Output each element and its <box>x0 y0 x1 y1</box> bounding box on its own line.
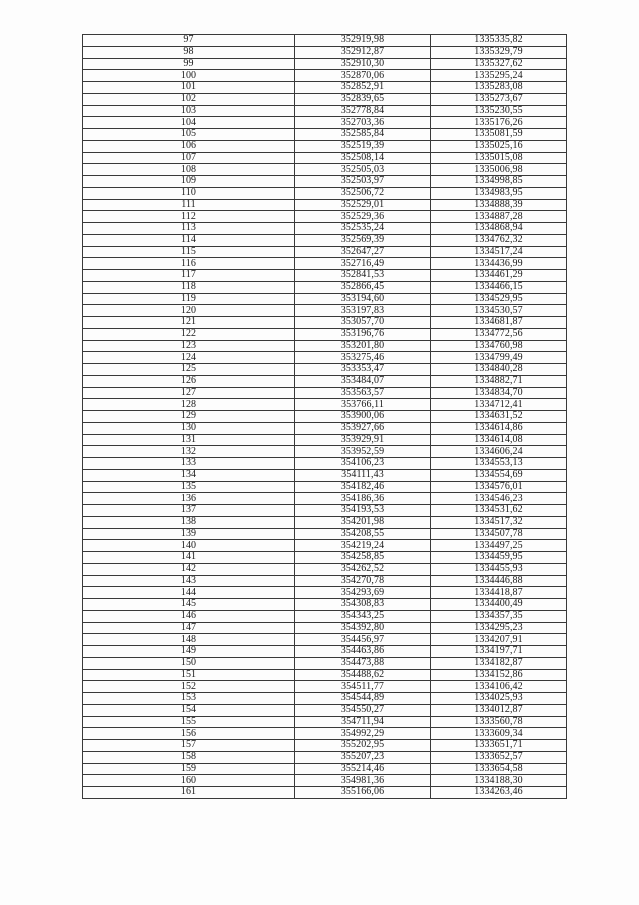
point-number-cell: 108 <box>83 164 295 176</box>
table-row <box>83 411 567 423</box>
y-coordinate-cell: 1334461,29 <box>431 270 567 282</box>
table-row <box>83 587 567 599</box>
x-coordinate-cell: 354392,80 <box>295 622 431 634</box>
x-coordinate-cell: 353900,06 <box>295 411 431 423</box>
x-coordinate-cell: 355207,23 <box>295 751 431 763</box>
table-row <box>83 681 567 693</box>
y-coordinate-cell: 1334887,28 <box>431 211 567 223</box>
table-row <box>83 199 567 211</box>
point-number-cell: 121 <box>83 317 295 329</box>
table-row <box>83 610 567 622</box>
y-coordinate-cell: 1334882,71 <box>431 375 567 387</box>
y-coordinate-cell: 1335176,26 <box>431 117 567 129</box>
point-number-cell: 150 <box>83 657 295 669</box>
point-number-cell: 131 <box>83 434 295 446</box>
table-row <box>83 540 567 552</box>
point-number-cell: 127 <box>83 387 295 399</box>
table-row <box>83 458 567 470</box>
point-number-cell: 112 <box>83 211 295 223</box>
point-number-cell: 141 <box>83 552 295 564</box>
table-row <box>83 281 567 293</box>
table-row <box>83 117 567 129</box>
y-coordinate-cell: 1334455,93 <box>431 563 567 575</box>
x-coordinate-cell: 353201,80 <box>295 340 431 352</box>
point-number-cell: 154 <box>83 704 295 716</box>
y-coordinate-cell: 1334681,87 <box>431 317 567 329</box>
x-coordinate-cell: 353927,66 <box>295 422 431 434</box>
x-coordinate-cell: 354219,24 <box>295 540 431 552</box>
point-number-cell: 98 <box>83 46 295 58</box>
y-coordinate-cell: 1334834,70 <box>431 387 567 399</box>
point-number-cell: 117 <box>83 270 295 282</box>
y-coordinate-cell: 1334762,32 <box>431 234 567 246</box>
table-row <box>83 328 567 340</box>
y-coordinate-cell: 1334182,87 <box>431 657 567 669</box>
table-row <box>83 176 567 188</box>
y-coordinate-cell: 1334152,86 <box>431 669 567 681</box>
x-coordinate-cell: 352870,06 <box>295 70 431 82</box>
table-row <box>83 669 567 681</box>
table-row <box>83 751 567 763</box>
point-number-cell: 125 <box>83 364 295 376</box>
table-row <box>83 364 567 376</box>
x-coordinate-cell: 352535,24 <box>295 223 431 235</box>
x-coordinate-cell: 354308,83 <box>295 599 431 611</box>
x-coordinate-cell: 352839,65 <box>295 93 431 105</box>
table-row <box>83 728 567 740</box>
table-row <box>83 775 567 787</box>
x-coordinate-cell: 354992,29 <box>295 728 431 740</box>
y-coordinate-cell: 1334507,78 <box>431 528 567 540</box>
x-coordinate-cell: 352519,39 <box>295 140 431 152</box>
table-row <box>83 375 567 387</box>
x-coordinate-cell: 354262,52 <box>295 563 431 575</box>
table-row <box>83 223 567 235</box>
x-coordinate-cell: 354186,36 <box>295 493 431 505</box>
point-number-cell: 139 <box>83 528 295 540</box>
x-coordinate-cell: 354711,94 <box>295 716 431 728</box>
point-number-cell: 134 <box>83 469 295 481</box>
table-row <box>83 740 567 752</box>
table-row <box>83 622 567 634</box>
table-row <box>83 93 567 105</box>
table-row <box>83 563 567 575</box>
y-coordinate-cell: 1334517,24 <box>431 246 567 258</box>
point-number-cell: 114 <box>83 234 295 246</box>
x-coordinate-cell: 354270,78 <box>295 575 431 587</box>
x-coordinate-cell: 354511,77 <box>295 681 431 693</box>
x-coordinate-cell: 352503,97 <box>295 176 431 188</box>
table-row <box>83 693 567 705</box>
point-number-cell: 147 <box>83 622 295 634</box>
x-coordinate-cell: 352866,45 <box>295 281 431 293</box>
y-coordinate-cell: 1334840,28 <box>431 364 567 376</box>
table-row <box>83 105 567 117</box>
x-coordinate-cell: 352919,98 <box>295 35 431 47</box>
x-coordinate-cell: 352505,03 <box>295 164 431 176</box>
table-row <box>83 305 567 317</box>
x-coordinate-cell: 354111,43 <box>295 469 431 481</box>
y-coordinate-cell: 1334888,39 <box>431 199 567 211</box>
point-number-cell: 138 <box>83 516 295 528</box>
table-row <box>83 270 567 282</box>
point-number-cell: 103 <box>83 105 295 117</box>
x-coordinate-cell: 354182,46 <box>295 481 431 493</box>
table-row <box>83 140 567 152</box>
table-row <box>83 352 567 364</box>
x-coordinate-cell: 352703,36 <box>295 117 431 129</box>
y-coordinate-cell: 1334576,01 <box>431 481 567 493</box>
y-coordinate-cell: 1333651,71 <box>431 740 567 752</box>
point-number-cell: 97 <box>83 35 295 47</box>
y-coordinate-cell: 1334357,35 <box>431 610 567 622</box>
x-coordinate-cell: 352569,39 <box>295 234 431 246</box>
table-row <box>83 516 567 528</box>
y-coordinate-cell: 1334025,93 <box>431 693 567 705</box>
point-number-cell: 115 <box>83 246 295 258</box>
point-number-cell: 99 <box>83 58 295 70</box>
x-coordinate-cell: 354473,88 <box>295 657 431 669</box>
x-coordinate-cell: 354488,62 <box>295 669 431 681</box>
table-row <box>83 399 567 411</box>
y-coordinate-cell: 1334517,32 <box>431 516 567 528</box>
table-row <box>83 58 567 70</box>
table-row <box>83 35 567 47</box>
point-number-cell: 122 <box>83 328 295 340</box>
x-coordinate-cell: 353057,70 <box>295 317 431 329</box>
x-coordinate-cell: 352716,49 <box>295 258 431 270</box>
x-coordinate-cell: 352910,30 <box>295 58 431 70</box>
table-row <box>83 493 567 505</box>
x-coordinate-cell: 353196,76 <box>295 328 431 340</box>
point-number-cell: 157 <box>83 740 295 752</box>
x-coordinate-cell: 354550,27 <box>295 704 431 716</box>
point-number-cell: 161 <box>83 787 295 799</box>
table-row <box>83 129 567 141</box>
y-coordinate-cell: 1334760,98 <box>431 340 567 352</box>
point-number-cell: 118 <box>83 281 295 293</box>
x-coordinate-cell: 354343,25 <box>295 610 431 622</box>
x-coordinate-cell: 353275,46 <box>295 352 431 364</box>
y-coordinate-cell: 1334631,52 <box>431 411 567 423</box>
table-row <box>83 634 567 646</box>
table-row <box>83 187 567 199</box>
y-coordinate-cell: 1334983,95 <box>431 187 567 199</box>
point-number-cell: 104 <box>83 117 295 129</box>
y-coordinate-cell: 1334106,42 <box>431 681 567 693</box>
x-coordinate-cell: 353484,07 <box>295 375 431 387</box>
point-number-cell: 100 <box>83 70 295 82</box>
point-number-cell: 102 <box>83 93 295 105</box>
point-number-cell: 159 <box>83 763 295 775</box>
y-coordinate-cell: 1334418,87 <box>431 587 567 599</box>
point-number-cell: 156 <box>83 728 295 740</box>
x-coordinate-cell: 353353,47 <box>295 364 431 376</box>
point-number-cell: 128 <box>83 399 295 411</box>
table-row <box>83 716 567 728</box>
table-row <box>83 704 567 716</box>
point-number-cell: 107 <box>83 152 295 164</box>
coordinates-table <box>82 34 567 799</box>
table-row <box>83 763 567 775</box>
point-number-cell: 155 <box>83 716 295 728</box>
x-coordinate-cell: 352506,72 <box>295 187 431 199</box>
y-coordinate-cell: 1334772,56 <box>431 328 567 340</box>
y-coordinate-cell: 1334263,46 <box>431 787 567 799</box>
y-coordinate-cell: 1333609,34 <box>431 728 567 740</box>
table-row <box>83 787 567 799</box>
y-coordinate-cell: 1334614,08 <box>431 434 567 446</box>
point-number-cell: 144 <box>83 587 295 599</box>
y-coordinate-cell: 1335230,55 <box>431 105 567 117</box>
y-coordinate-cell: 1334998,85 <box>431 176 567 188</box>
x-coordinate-cell: 353952,59 <box>295 446 431 458</box>
point-number-cell: 119 <box>83 293 295 305</box>
x-coordinate-cell: 354463,86 <box>295 646 431 658</box>
x-coordinate-cell: 352585,84 <box>295 129 431 141</box>
y-coordinate-cell: 1334400,49 <box>431 599 567 611</box>
point-number-cell: 136 <box>83 493 295 505</box>
x-coordinate-cell: 355202,95 <box>295 740 431 752</box>
table-row <box>83 258 567 270</box>
point-number-cell: 120 <box>83 305 295 317</box>
table-row <box>83 387 567 399</box>
point-number-cell: 146 <box>83 610 295 622</box>
point-number-cell: 160 <box>83 775 295 787</box>
y-coordinate-cell: 1333654,58 <box>431 763 567 775</box>
table-row <box>83 599 567 611</box>
table-row <box>83 434 567 446</box>
y-coordinate-cell: 1335327,62 <box>431 58 567 70</box>
x-coordinate-cell: 354193,53 <box>295 505 431 517</box>
y-coordinate-cell: 1334799,49 <box>431 352 567 364</box>
x-coordinate-cell: 354544,89 <box>295 693 431 705</box>
table-row <box>83 234 567 246</box>
point-number-cell: 110 <box>83 187 295 199</box>
y-coordinate-cell: 1333652,57 <box>431 751 567 763</box>
table-row <box>83 317 567 329</box>
y-coordinate-cell: 1335295,24 <box>431 70 567 82</box>
y-coordinate-cell: 1333560,78 <box>431 716 567 728</box>
point-number-cell: 130 <box>83 422 295 434</box>
y-coordinate-cell: 1334553,13 <box>431 458 567 470</box>
x-coordinate-cell: 355166,06 <box>295 787 431 799</box>
coordinates-table-body <box>83 35 567 799</box>
point-number-cell: 106 <box>83 140 295 152</box>
point-number-cell: 111 <box>83 199 295 211</box>
y-coordinate-cell: 1334295,23 <box>431 622 567 634</box>
table-row <box>83 505 567 517</box>
table-row <box>83 46 567 58</box>
y-coordinate-cell: 1335273,67 <box>431 93 567 105</box>
y-coordinate-cell: 1335015,08 <box>431 152 567 164</box>
x-coordinate-cell: 352912,87 <box>295 46 431 58</box>
point-number-cell: 132 <box>83 446 295 458</box>
x-coordinate-cell: 353194,60 <box>295 293 431 305</box>
point-number-cell: 105 <box>83 129 295 141</box>
point-number-cell: 113 <box>83 223 295 235</box>
table-row <box>83 82 567 94</box>
x-coordinate-cell: 354106,23 <box>295 458 431 470</box>
y-coordinate-cell: 1335081,59 <box>431 129 567 141</box>
x-coordinate-cell: 354208,55 <box>295 528 431 540</box>
y-coordinate-cell: 1334207,91 <box>431 634 567 646</box>
y-coordinate-cell: 1335025,16 <box>431 140 567 152</box>
point-number-cell: 142 <box>83 563 295 575</box>
x-coordinate-cell: 352647,27 <box>295 246 431 258</box>
y-coordinate-cell: 1335329,79 <box>431 46 567 58</box>
point-number-cell: 124 <box>83 352 295 364</box>
point-number-cell: 129 <box>83 411 295 423</box>
x-coordinate-cell: 354293,69 <box>295 587 431 599</box>
x-coordinate-cell: 353563,57 <box>295 387 431 399</box>
point-number-cell: 149 <box>83 646 295 658</box>
point-number-cell: 153 <box>83 693 295 705</box>
point-number-cell: 145 <box>83 599 295 611</box>
table-row <box>83 481 567 493</box>
point-number-cell: 143 <box>83 575 295 587</box>
point-number-cell: 137 <box>83 505 295 517</box>
y-coordinate-cell: 1335335,82 <box>431 35 567 47</box>
y-coordinate-cell: 1334531,62 <box>431 505 567 517</box>
x-coordinate-cell: 354456,97 <box>295 634 431 646</box>
x-coordinate-cell: 352529,36 <box>295 211 431 223</box>
y-coordinate-cell: 1334012,87 <box>431 704 567 716</box>
x-coordinate-cell: 354258,85 <box>295 552 431 564</box>
y-coordinate-cell: 1334546,23 <box>431 493 567 505</box>
table-row <box>83 293 567 305</box>
y-coordinate-cell: 1334436,99 <box>431 258 567 270</box>
x-coordinate-cell: 353197,83 <box>295 305 431 317</box>
point-number-cell: 148 <box>83 634 295 646</box>
y-coordinate-cell: 1334197,71 <box>431 646 567 658</box>
x-coordinate-cell: 354981,36 <box>295 775 431 787</box>
table-row <box>83 528 567 540</box>
x-coordinate-cell: 352778,84 <box>295 105 431 117</box>
table-row <box>83 657 567 669</box>
table-row <box>83 152 567 164</box>
y-coordinate-cell: 1334606,24 <box>431 446 567 458</box>
y-coordinate-cell: 1334459,95 <box>431 552 567 564</box>
point-number-cell: 133 <box>83 458 295 470</box>
point-number-cell: 123 <box>83 340 295 352</box>
table-row <box>83 164 567 176</box>
y-coordinate-cell: 1334868,94 <box>431 223 567 235</box>
table-row <box>83 469 567 481</box>
point-number-cell: 135 <box>83 481 295 493</box>
x-coordinate-cell: 352852,91 <box>295 82 431 94</box>
point-number-cell: 109 <box>83 176 295 188</box>
table-row <box>83 646 567 658</box>
y-coordinate-cell: 1334529,95 <box>431 293 567 305</box>
x-coordinate-cell: 354201,98 <box>295 516 431 528</box>
table-row <box>83 575 567 587</box>
point-number-cell: 152 <box>83 681 295 693</box>
point-number-cell: 116 <box>83 258 295 270</box>
y-coordinate-cell: 1334188,30 <box>431 775 567 787</box>
table-row <box>83 211 567 223</box>
table-row <box>83 422 567 434</box>
x-coordinate-cell: 352529,01 <box>295 199 431 211</box>
point-number-cell: 158 <box>83 751 295 763</box>
table-row <box>83 446 567 458</box>
x-coordinate-cell: 352841,53 <box>295 270 431 282</box>
x-coordinate-cell: 353929,91 <box>295 434 431 446</box>
point-number-cell: 101 <box>83 82 295 94</box>
y-coordinate-cell: 1334446,88 <box>431 575 567 587</box>
point-number-cell: 126 <box>83 375 295 387</box>
x-coordinate-cell: 352508,14 <box>295 152 431 164</box>
table-row <box>83 246 567 258</box>
table-row <box>83 340 567 352</box>
y-coordinate-cell: 1335283,08 <box>431 82 567 94</box>
table-row <box>83 70 567 82</box>
y-coordinate-cell: 1334497,25 <box>431 540 567 552</box>
point-number-cell: 151 <box>83 669 295 681</box>
y-coordinate-cell: 1334614,86 <box>431 422 567 434</box>
y-coordinate-cell: 1335006,98 <box>431 164 567 176</box>
x-coordinate-cell: 355214,46 <box>295 763 431 775</box>
y-coordinate-cell: 1334466,15 <box>431 281 567 293</box>
table-row <box>83 552 567 564</box>
y-coordinate-cell: 1334712,41 <box>431 399 567 411</box>
y-coordinate-cell: 1334554,69 <box>431 469 567 481</box>
x-coordinate-cell: 353766,11 <box>295 399 431 411</box>
point-number-cell: 140 <box>83 540 295 552</box>
y-coordinate-cell: 1334530,57 <box>431 305 567 317</box>
